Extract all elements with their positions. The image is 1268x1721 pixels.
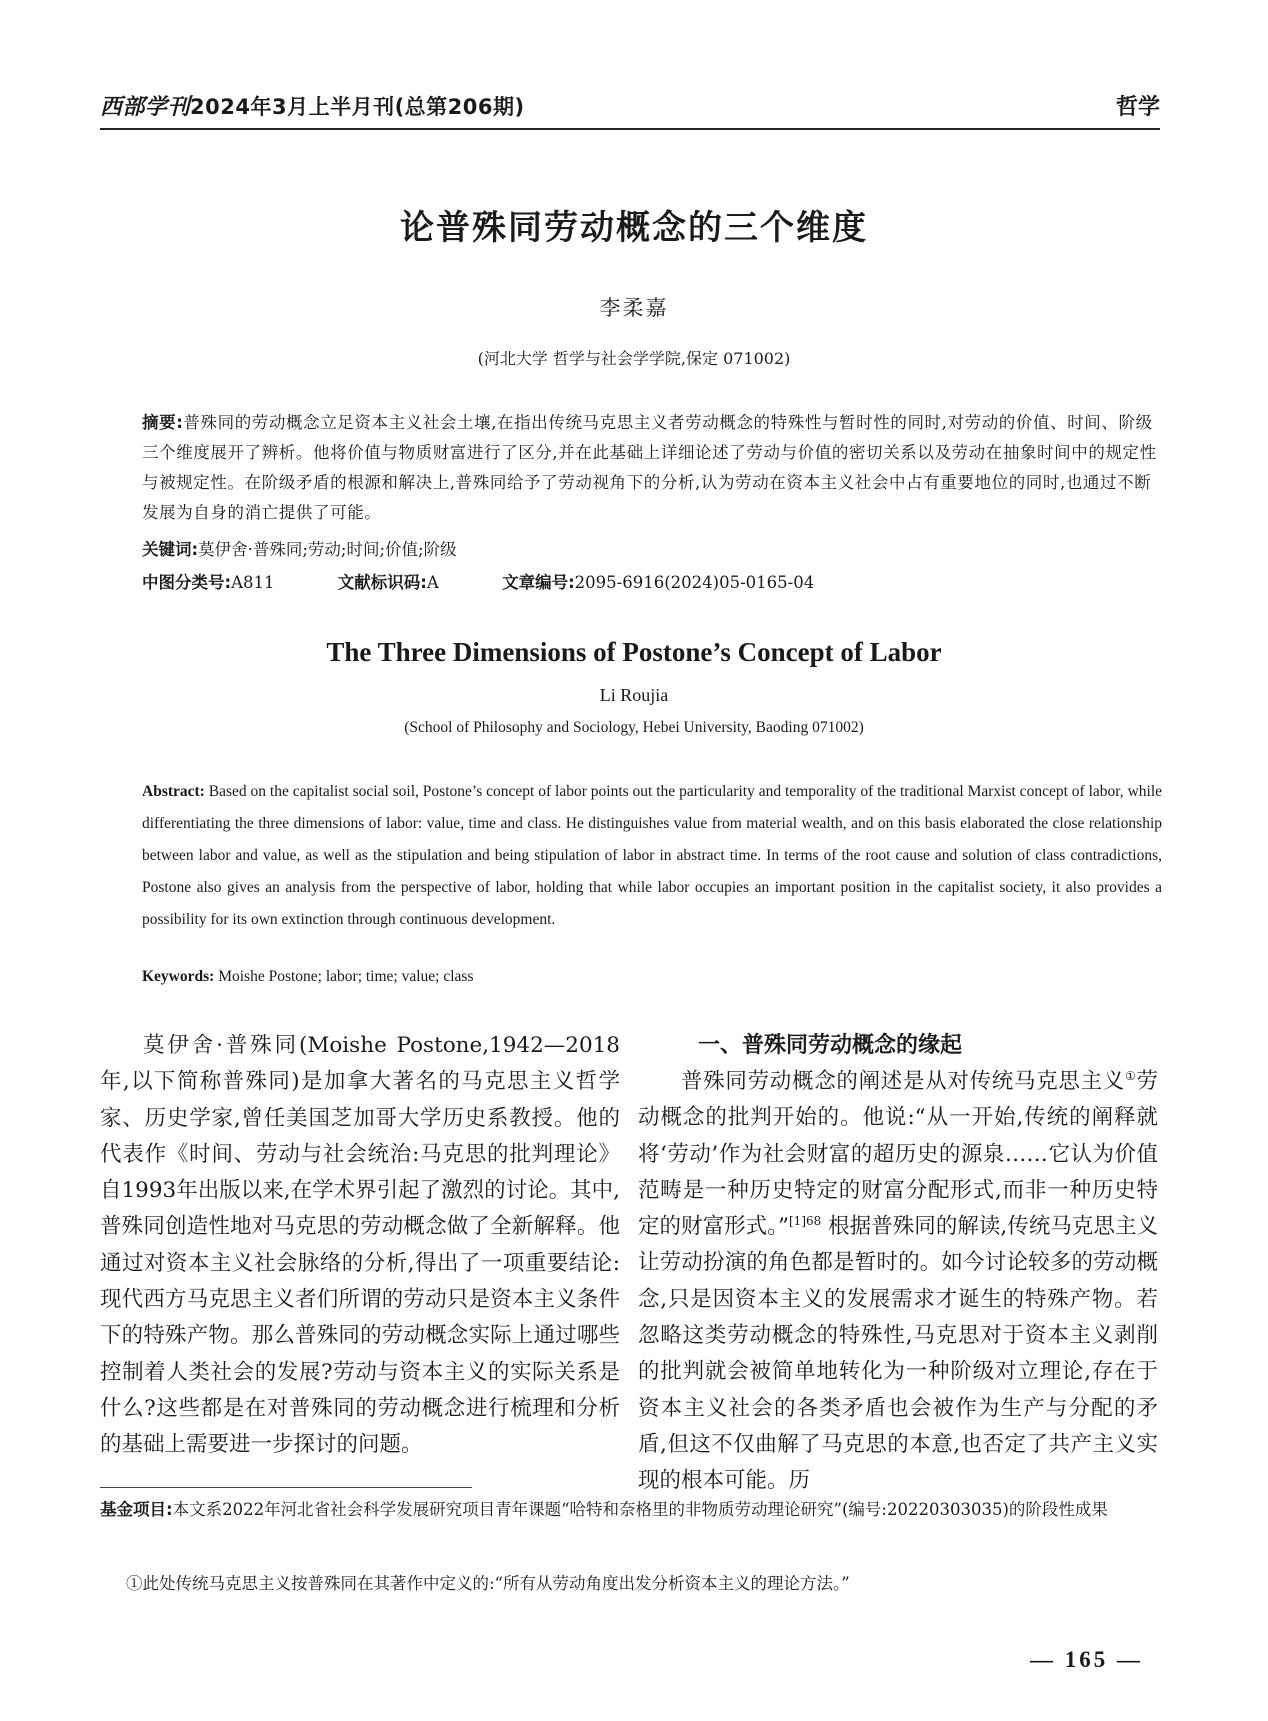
running-header <box>100 90 1160 122</box>
section-tag: 哲学 <box>1115 95 1160 120</box>
funding-label: 基金项目: <box>100 1500 173 1519</box>
footnote-1: ①此处传统马克思主义按普殊同在其著作中定义的:“所有从劳动角度出发分析资本主义的理论方法。” <box>126 1574 850 1593</box>
abstract-cn <box>142 408 1162 528</box>
body-column-left <box>100 1028 620 1464</box>
page-number-value: 165 <box>1064 1647 1109 1672</box>
doc-label: 文献标识码: <box>337 573 427 592</box>
journal-issue <box>100 90 525 121</box>
section1-paragraph <box>638 1064 1158 1500</box>
doc-value: A <box>426 573 439 592</box>
keywords-en-text: Moishe Postone; labor; time; value; class <box>218 968 474 985</box>
article-title-cn: 论普殊同劳动概念的三个维度 <box>400 208 868 248</box>
classification-line <box>142 569 814 593</box>
clc-label: 中图分类号: <box>142 573 232 592</box>
article-value: 2095-6916(2024)05-0165-04 <box>574 573 815 592</box>
header-divider <box>100 128 1160 130</box>
abstract-en <box>142 776 1162 936</box>
keywords-cn-text: 莫伊舍·普殊同;劳动;时间;价值;阶级 <box>198 540 457 559</box>
author-cn: 李柔嘉 <box>599 296 669 320</box>
journal-logo: 西部学刊 <box>100 94 191 120</box>
keywords-cn <box>142 536 457 560</box>
intro-paragraph: 莫伊舍·普殊同(Moishe Postone,1942—2018年,以下简称普殊同)是加拿大著名的马克思主义哲学家、历史学家,曾任美国芝加哥大学历史系教授。他的代表作《时间、劳动与社会统治:马克思的批判理论》自1993年出版以来,在学术界引起了激烈的讨论。其中,普殊同创造性地对马克思的劳动概念做了全新解释。他通过对资本主义社会脉络的分析,得出了一项重要结论:现代西方马克思主义者们所谓的劳动只是资本主义条件下的特殊产物。那么普殊同的劳动概念实际上通过哪些控制着人类社会的发展?劳动与资本主义的实际关系是什么?这些都是在对普殊同的劳动概念进行梳理和分析的基础上需要进一步探讨的问题。 <box>100 1033 620 1458</box>
keywords-en-label: Keywords: <box>142 968 215 985</box>
footnote-mark: ① <box>1125 1068 1137 1083</box>
citation-mark: [1]68 <box>789 1214 822 1229</box>
article-number <box>502 573 814 592</box>
clc-value: A811 <box>231 573 275 592</box>
article-label: 文章编号: <box>502 573 575 592</box>
doc-code <box>338 573 439 592</box>
affiliation-cn: (河北大学 哲学与社会学学院,保定 071002) <box>477 349 791 368</box>
section-heading: 一、普殊同劳动概念的缘起 <box>698 1033 963 1058</box>
footnote-divider <box>100 1487 472 1488</box>
article-title-en: The Three Dimensions of Postone’s Concept of Labor <box>326 637 942 667</box>
body-column-right <box>638 1028 1158 1500</box>
funding-note <box>100 1496 1160 1523</box>
abstract-cn-label: 摘要: <box>142 413 184 432</box>
section1-text-c: 根据普殊同的解读,传统马克思主义让劳动扮演的角色都是暂时的。如今讨论较多的劳动概念,只是因资本主义的发展需求才诞生的特殊产物。若忽略这类劳动概念的特殊性,马克思对于资本主义剥削的批判就会被简单地转化为一种阶级对立理论,存在于资本主义社会的各类矛盾也会被作为生产与分配的矛盾,但这不仅曲解了马克思的本意,也否定了共产主义实现的根本可能。历 <box>638 1214 1159 1494</box>
funding-text: 本文系2022年河北省社会科学发展研究项目青年课题“哈特和奈格里的非物质劳动理论研究”(编号:20220303035)的阶段性成果 <box>172 1500 1108 1519</box>
clc-number <box>142 573 275 592</box>
abstract-en-label: Abstract: <box>142 783 205 800</box>
keywords-en <box>142 968 473 986</box>
section1-text-b: 劳动概念的批判开始的。他说:“从一开始,传统的阐释就将‘劳动’作为社会财富的超历史的源泉……它认为价值范畴是一种历史特定的财富分配形式,而非一种历史特定的财富形式。” <box>638 1069 1158 1240</box>
keywords-cn-label: 关键词: <box>142 540 199 559</box>
page-number: — 165 — <box>1030 1647 1143 1672</box>
section1-text-a: 普殊同劳动概念的阐述是从对传统马克思主义 <box>681 1069 1126 1094</box>
affiliation-en: (School of Philosophy and Sociology, Hebei University, Baoding 071002) <box>404 719 864 736</box>
abstract-en-text: Based on the capitalist social soil, Postone’s concept of labor points out the particularity and temporality of the traditional Marxist concept of labor, while differentiating the three dimensions of labor: value, time and class. He distinguishes value from material wealth, and on this basis elaborated the close relationship between labor and value, as well as the stipulation and being stipulation of labor in abstract time. In terms of the root cause and solution of class contradictions, Postone also gives an analysis from the perspective of labor, holding that while labor occupies an important position in the capitalist society, it also provides a possibility for its own extinction through continuous development. <box>142 783 1163 928</box>
author-en: Li Roujia <box>599 685 669 705</box>
abstract-cn-text: 普殊同的劳动概念立足资本主义社会土壤,在指出传统马克思主义者劳动概念的特殊性与暂时性的同时,对劳动的价值、时间、阶级三个维度展开了辨析。他将价值与物质财富进行了区分,并在此基础上详细论述了劳动与价值的密切关系以及劳动在抽象时间中的规定性与被规定性。在阶级矛盾的根源和解决上,普殊同给予了劳动视角下的分析,认为劳动在资本主义社会中占有重要地位的同时,也通过不断发展为自身的消亡提供了可能。 <box>142 413 1157 522</box>
issue-label: 2024年3月上半月刊(总第206期) <box>190 95 525 119</box>
